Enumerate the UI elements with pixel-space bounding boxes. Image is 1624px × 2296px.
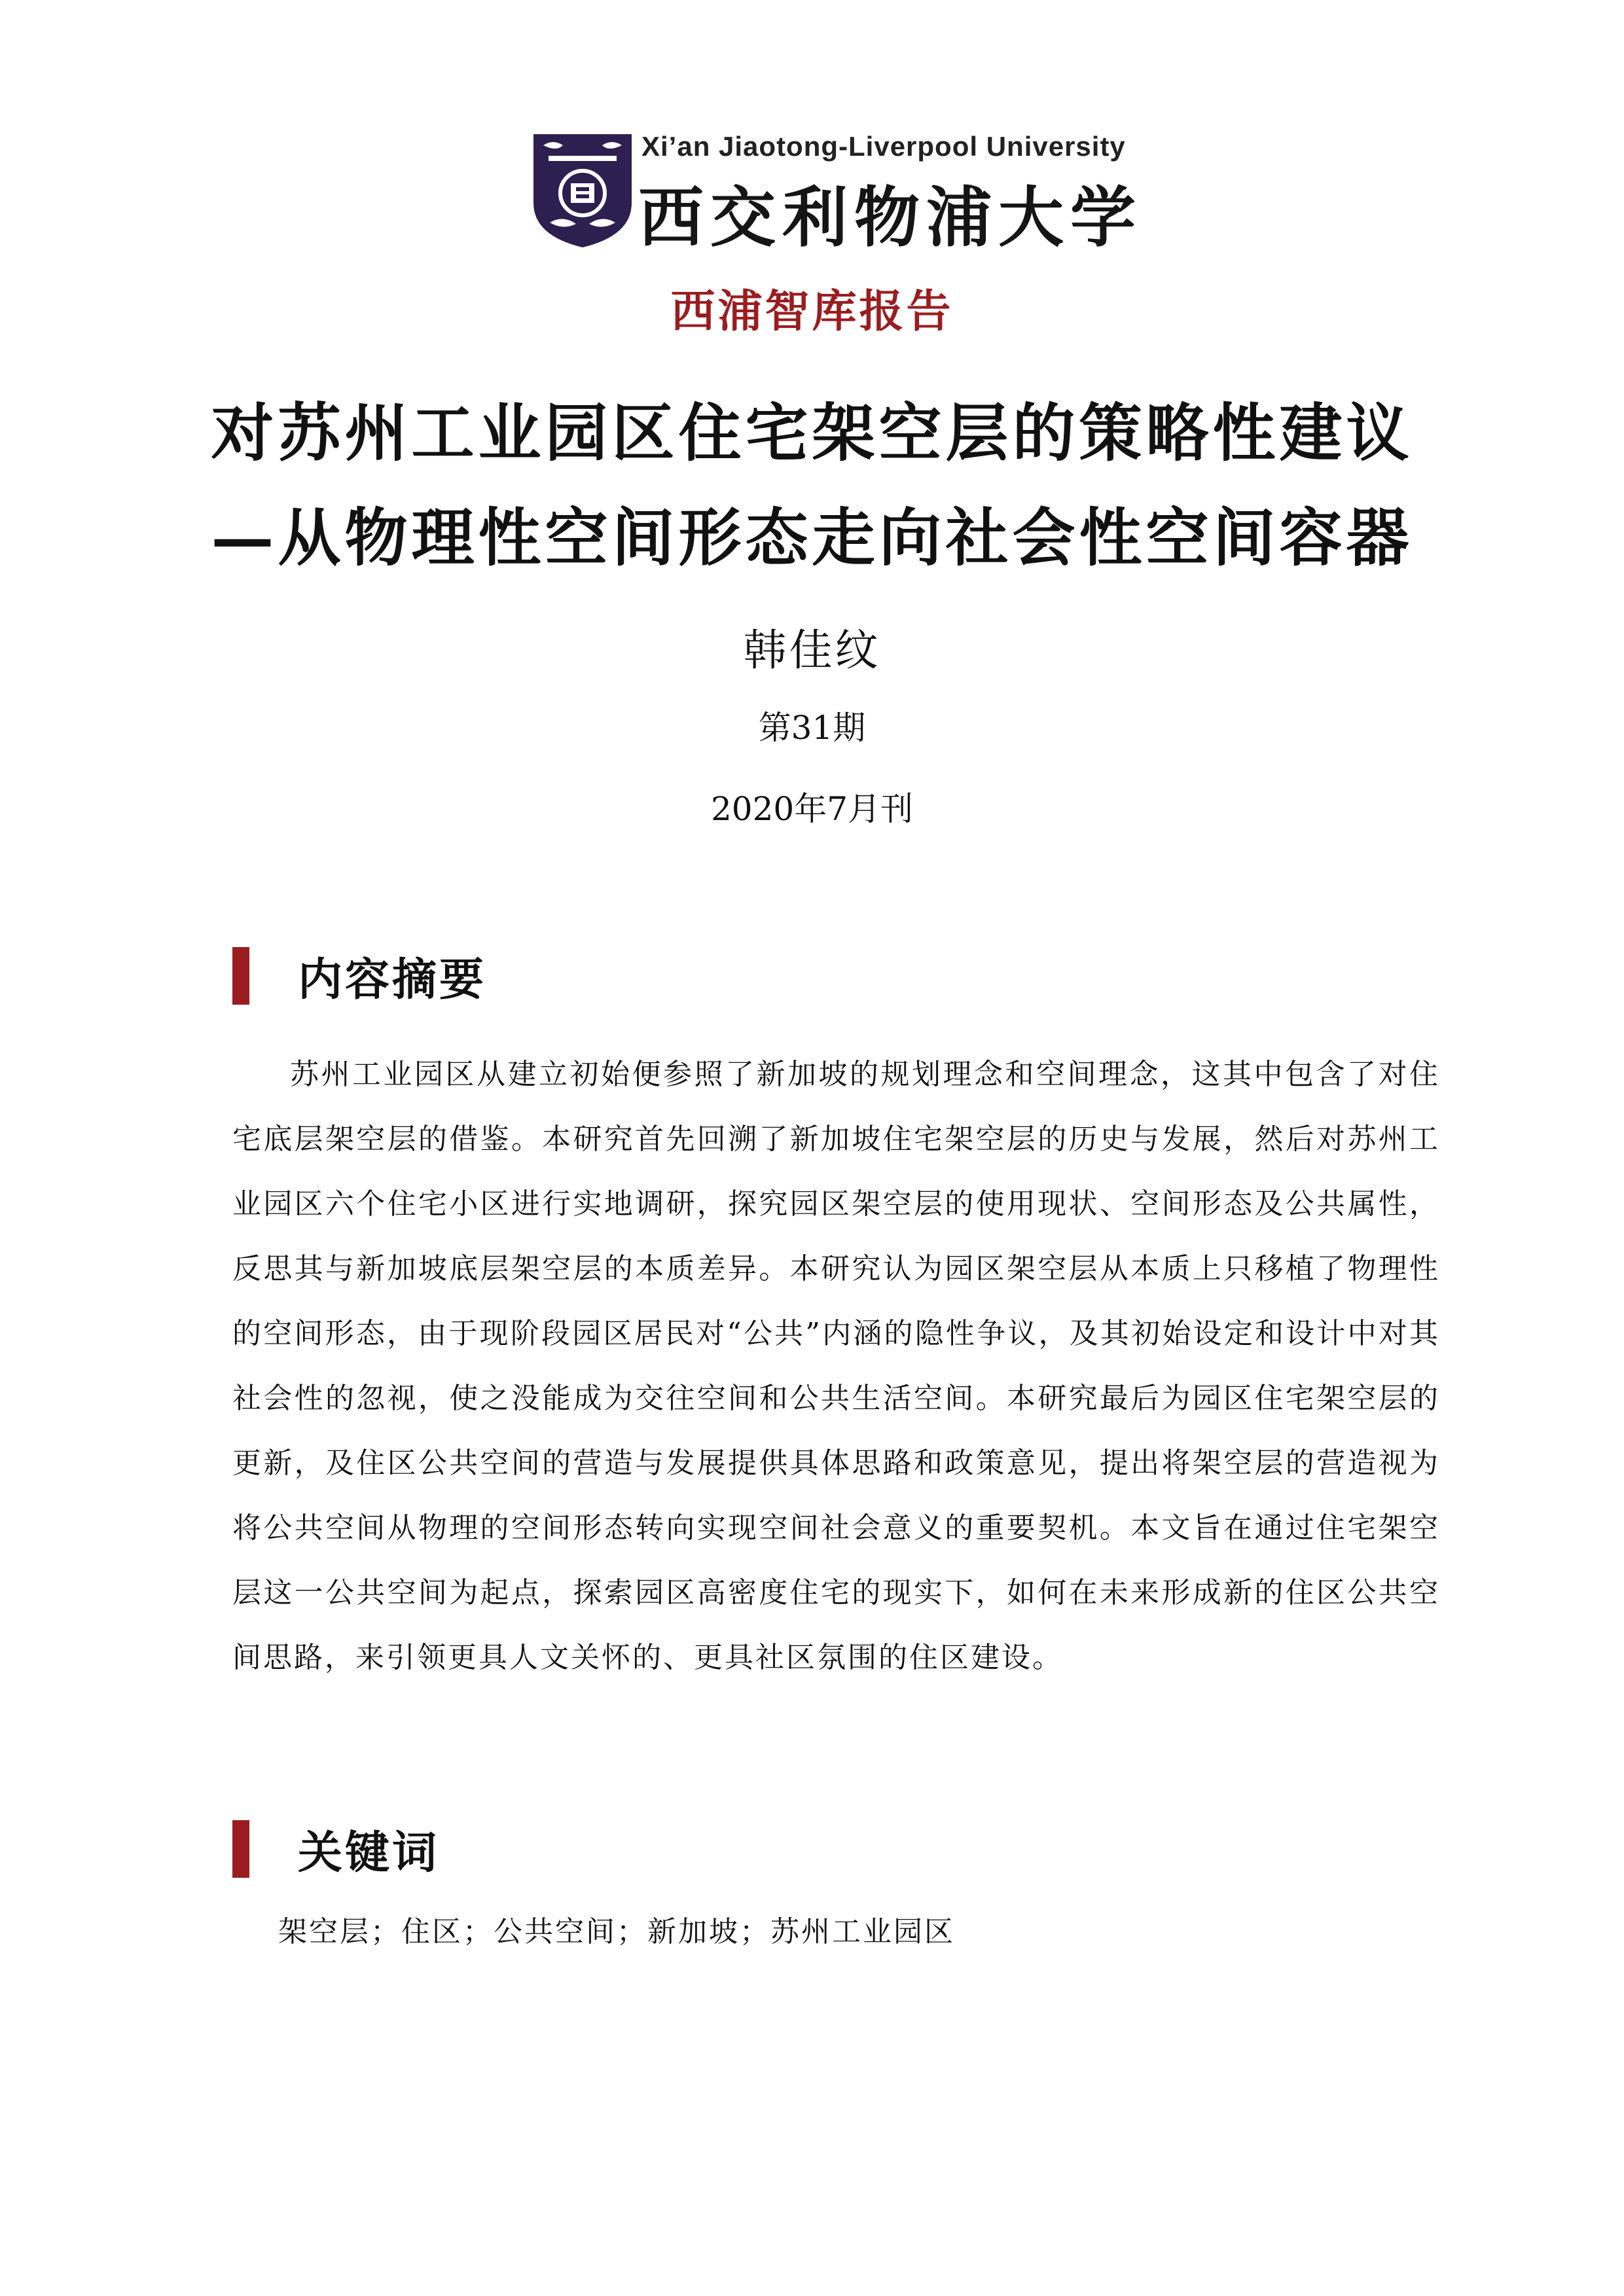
abstract-heading-text: 内容摘要	[298, 953, 487, 1006]
university-logo	[530, 131, 1142, 256]
university-crest-icon	[530, 131, 635, 249]
keywords-list: 架空层；住区；公共空间；新加坡；苏州工业园区	[278, 1915, 955, 1948]
report-title-line2: —从物理性空间形态走向社会性空间容器	[211, 501, 1413, 575]
university-name-en: Xi’an Jiaotong-Liverpool University	[641, 131, 1126, 162]
keywords-heading-text: 关键词	[298, 1826, 440, 1879]
abstract-body: 苏州工业园区从建立初始便参照了新加坡的规划理念和空间理念，这其中包含了对住宅底层架空层的借鉴。本研究首先回溯了新加坡住宅架空层的历史与发展，然后对苏州工业园区六个住宅小区进行实地调研，探究园区架空层的使用现状、空间形态及公共属性，反思其与新加坡底层架空层的本质差异。本研究认为园区架空层从本质上只移植了物理性的空间形态，由于现阶段园区居民对“公共”内涵的隐性争议，及其初始设定和设计中对其社会性的忽视，使之没能成为交往空间和公共生活空间。本研究最后为园区住宅架空层的更新，及住区公共空间的营造与发展提供具体思路和政策意见，提出将架空层的营造视为将公共空间从物理的空间形态转向实现空间社会意义的重要契机。本文旨在通过住宅架空层这一公共空间为起点，探索园区高密度住宅的现实下，如何在未来形成新的住区公共空间思路，来引领更具人文关怀的、更具社区氛围的住区建设。	[232, 1058, 1440, 1674]
author-name: 韩佳纹	[743, 625, 881, 675]
series-label: 西浦智库报告	[670, 285, 954, 338]
report-title-line1: 对苏州工业园区住宅架空层的策略性建议	[211, 396, 1413, 470]
publication-date: 2020年7月刊	[710, 790, 914, 828]
keywords-heading	[232, 1820, 439, 1878]
section-bar-marker	[232, 1820, 249, 1878]
section-bar-marker	[232, 947, 249, 1005]
abstract-heading	[232, 946, 486, 1005]
university-name-cn: 西交利物浦大学	[638, 179, 1142, 256]
issue-number: 第31期	[758, 709, 866, 747]
